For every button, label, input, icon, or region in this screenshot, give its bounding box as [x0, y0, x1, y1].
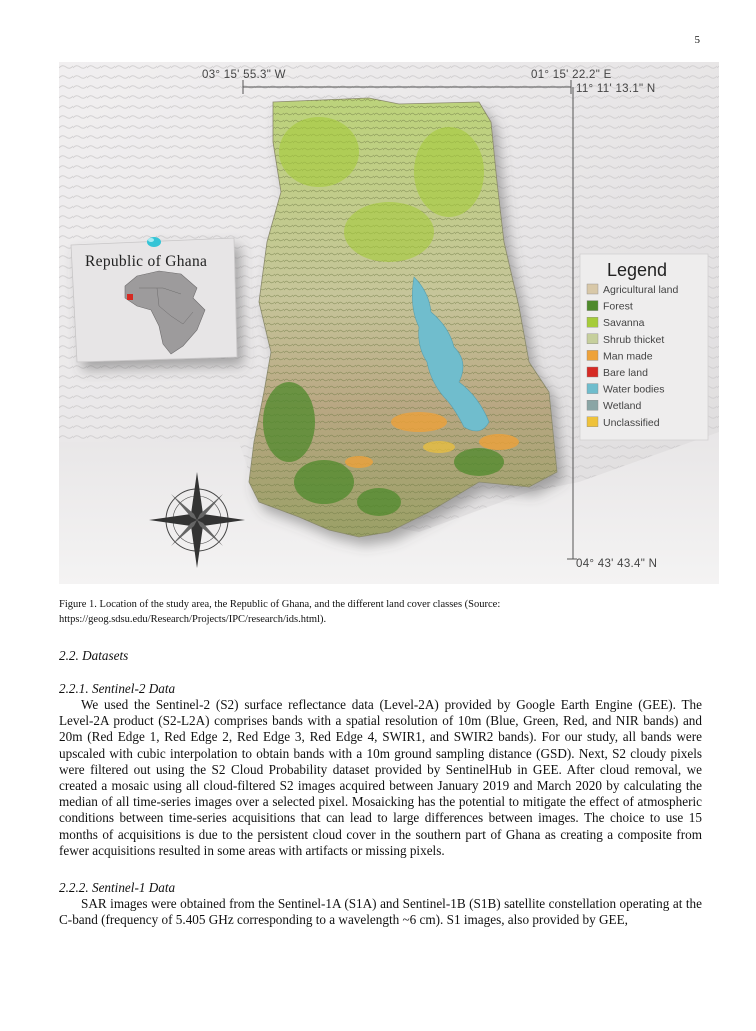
legend-label-4: Man made [603, 350, 653, 363]
page-number: 5 [694, 34, 700, 46]
legend-swatch-7 [587, 400, 598, 410]
legend-swatch-2 [587, 317, 598, 327]
coord-north: 11° 11' 13.1" N [576, 83, 656, 95]
legend-label-6: Water bodies [603, 383, 665, 396]
inset-africa-map [71, 237, 237, 362]
section-heading-sentinel-1: 2.2.2. Sentinel-1 Data [59, 880, 176, 895]
legend-label-1: Forest [603, 300, 633, 313]
legend-swatch-4 [587, 350, 598, 360]
coord-south: 04° 43' 43.4" N [576, 558, 658, 570]
caption-line-1: Figure 1. Location of the study area, the Republic of Ghana, and the different land cover classes (Source: [59, 599, 501, 610]
coord-west: 03° 15' 55.3" W [202, 69, 286, 81]
figure-caption [59, 597, 699, 627]
legend-label-7: Wetland [603, 400, 642, 413]
legend-label-8: Unclassified [603, 416, 660, 429]
legend-swatch-8 [587, 417, 598, 427]
legend-label-5: Bare land [603, 367, 648, 379]
legend-label-2: Savanna [603, 317, 645, 330]
section-heading-sentinel-2: 2.2.1. Sentinel-2 Data [59, 681, 176, 696]
legend-label-0: Agricultural land [603, 284, 679, 296]
legend-title: Legend [607, 260, 668, 280]
section-heading-datasets: 2.2. Datasets [59, 648, 129, 663]
caption-line-2: https://geog.sdsu.edu/Research/Projects/IPC/research/ids.html). [59, 614, 327, 625]
legend-swatch-0 [587, 284, 598, 294]
legend-panel [580, 254, 708, 440]
pushpin-icon [147, 237, 161, 247]
inset-title: Republic of Ghana [85, 253, 208, 270]
legend-swatch-5 [587, 367, 598, 377]
legend-swatch-3 [587, 334, 598, 344]
paragraph-sentinel-1: SAR images were obtained from the Sentinel-1A (S1A) and Sentinel-1B (S1B) satellite constellation operating at the C-band (frequency of 5.405 GHz corresponding to a wavelength ~6 cm). S1 images, also provided by GEE, [59, 896, 702, 928]
study-area-map-figure [59, 62, 719, 584]
legend-swatch-6 [587, 384, 598, 394]
paragraph-sentinel-2: We used the Sentinel-2 (S2) surface reflectance data (Level-2A) provided by Google Earth Engine (GEE). The Level-2A product (S2-L2A) comprises bands with a spatial resolution of 10m (Blue, Green, Red, and NIR bands) and 20m (Red Edge 1, Red Edge 2, Red Edge 3, Red Edge 4, SWIR1, and SWIR2 bands). For our study, all bands were upscaled with cubic interpolation to obtain bands with a 10m ground sampling distance (GSD). Next, S2 cloudy pixels were filtered out using the S2 Cloud Probability dataset provided by SentinelHub in GEE. After cloud removal, we created a mosaic using all cloud-filtered S2 images acquired between January 2019 and March 2020 by calculating the median of all time-series images over a selected pixel. Mosaicking has the potential to mitigate the effect of atmospheric conditions between time-series acquisitions that can lead to large differences between images. The choice to use 15 months of acquisitions is due to the persistent cloud cover in the southern part of Ghana as creating a composite from fewer acquisitions resulted in some areas with artifacts or missing pixels. [59, 697, 702, 858]
legend-label-3: Shrub thicket [603, 333, 665, 346]
ghana-highlight [127, 294, 133, 300]
coord-east: 01° 15' 22.2" E [531, 69, 612, 81]
legend-swatch-1 [587, 301, 598, 311]
